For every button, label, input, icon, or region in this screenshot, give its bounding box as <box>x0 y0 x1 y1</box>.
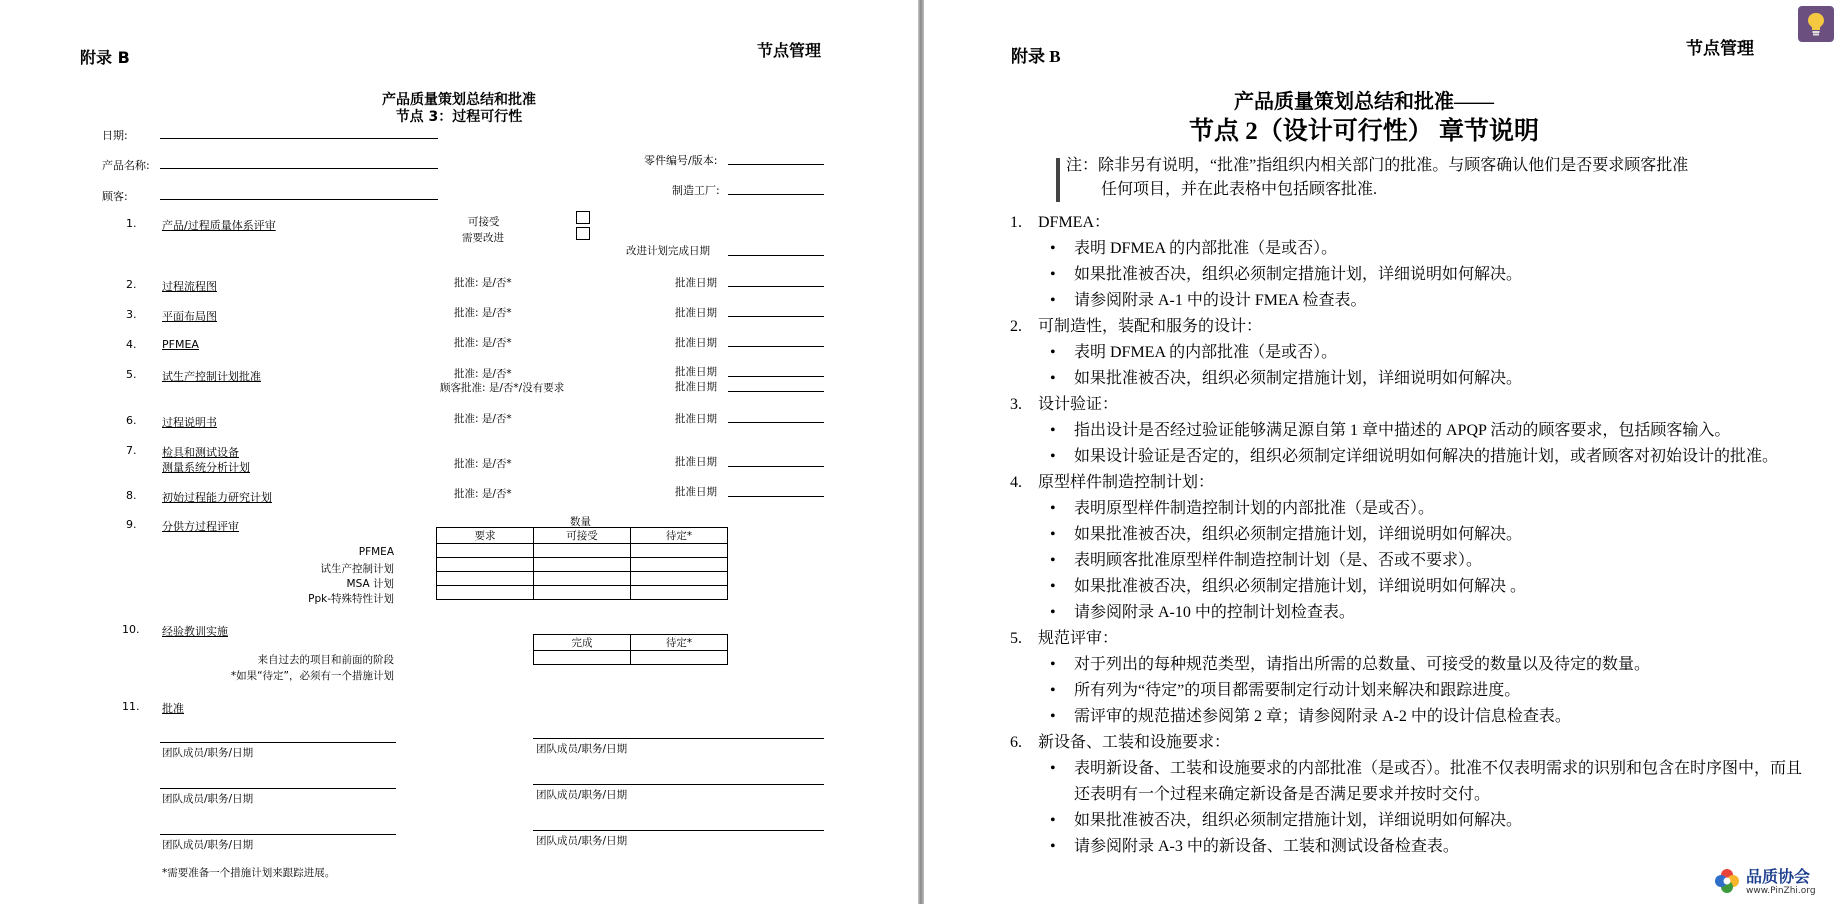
team-sig-label: 团队成员/职务/日期 <box>162 793 254 805</box>
qty-row-label: PFMEA <box>358 546 394 558</box>
bullet-item: • 表明 DFMEA 的内部批准（是或否）。 <box>1010 340 1810 366</box>
site-watermark <box>1712 862 1839 902</box>
needs-improve-label: 需要改进 <box>462 232 504 244</box>
approve-date-label: 批准日期 <box>675 366 717 378</box>
lessons-cell[interactable] <box>631 651 728 665</box>
signature-line[interactable] <box>160 788 396 789</box>
item-num: 2. <box>126 278 137 291</box>
right-document-page <box>924 0 1839 904</box>
quantity-table <box>436 527 728 600</box>
customer-line[interactable] <box>160 199 438 200</box>
approve-yn: 批准: 是/否* <box>454 458 512 470</box>
signature-line[interactable] <box>533 738 824 739</box>
qty-cell[interactable] <box>631 558 728 572</box>
product-label: 产品名称: <box>102 159 150 172</box>
item-num: 5. <box>126 368 137 381</box>
customer-label: 顾客: <box>102 190 128 203</box>
bullet-item: • 需评审的规范描述参阅第 2 章；请参阅附录 A-2 中的设计信息检查表。 <box>1010 704 1810 730</box>
approve-date-label: 批准日期 <box>675 337 717 349</box>
item-name: 批准 <box>162 702 184 715</box>
qty-header-acceptable: 可接受 <box>534 528 631 544</box>
plant-label: 制造工厂: <box>672 184 720 197</box>
team-sig-label: 团队成员/职务/日期 <box>162 839 254 851</box>
qty-cell[interactable] <box>534 586 631 600</box>
approve-date-line[interactable] <box>728 346 824 347</box>
item-name: 过程流程图 <box>162 280 217 293</box>
lessons-cell[interactable] <box>534 651 631 665</box>
improve-date-label: 改进计划完成日期 <box>626 245 710 257</box>
bullet-item: • 请参阅附录 A-3 中的新设备、工装和测试设备检查表。 <box>1010 834 1810 860</box>
lessons-header-done: 完成 <box>534 635 631 651</box>
page-title: 产品质量策划总结和批准—— <box>1234 91 1494 113</box>
item-name: 经验教训实施 <box>162 625 228 638</box>
section-title: 设计验证： <box>1038 396 1119 413</box>
qty-row-label: Ppk-特殊特性计划 <box>308 593 394 605</box>
bullet-item: • 请参阅附录 A-10 中的控制计划检查表。 <box>1010 600 1810 626</box>
qty-cell[interactable] <box>534 558 631 572</box>
improve-date-line[interactable] <box>728 255 824 256</box>
section-num: 6. <box>1010 734 1022 751</box>
approve-date-line[interactable] <box>728 466 824 467</box>
lightbulb-glyph <box>1805 11 1827 37</box>
bullet-item: • 如果批准被否决，组织必须制定措施计划，详细说明如何解决。 <box>1010 262 1810 288</box>
watermark-url[interactable]: www.PinZhi.org <box>1746 886 1816 896</box>
bullet-item: • 如果批准被否决，组织必须制定措施计划，详细说明如何解决 。 <box>1010 574 1810 600</box>
section-num: 5. <box>1010 630 1022 647</box>
qty-cell[interactable] <box>437 544 534 558</box>
qty-cell[interactable] <box>437 558 534 572</box>
section <box>1010 730 1810 860</box>
bullet-item: • 如果设计验证是否定的，组织必须制定详细说明如何解决的措施计划，或者顾客对初始设计的批准。 <box>1010 444 1810 470</box>
team-sig-label: 团队成员/职务/日期 <box>536 743 628 755</box>
approve-date-label: 批准日期 <box>675 381 717 393</box>
bullet-item: • 对于列出的每种规范类型，请指出所需的总数量、可接受的数量以及待定的数量。 <box>1010 652 1810 678</box>
qty-header-required: 要求 <box>437 528 534 544</box>
item-name: 分供方过程评审 <box>162 520 239 533</box>
signature-line[interactable] <box>160 834 396 835</box>
approve-date-label: 批准日期 <box>675 307 717 319</box>
appendix-label: 附录 B <box>80 48 130 67</box>
team-sig-label: 团队成员/职务/日期 <box>536 789 628 801</box>
item-name: 初始过程能力研究计划 <box>162 491 272 504</box>
note-block <box>1066 154 1806 202</box>
section-num: 3. <box>1010 396 1022 413</box>
appendix-label: 附录 B <box>1011 47 1061 66</box>
qty-cell[interactable] <box>534 572 631 586</box>
approve-date-line[interactable] <box>728 422 824 423</box>
date-label: 日期: <box>102 129 128 142</box>
signature-line[interactable] <box>160 742 396 743</box>
approve-date-line[interactable] <box>728 286 824 287</box>
section <box>1010 314 1810 392</box>
approve-date-label: 批准日期 <box>675 277 717 289</box>
section-mgmt-label: 节点管理 <box>757 41 822 60</box>
item-num: 7. <box>126 444 137 457</box>
qty-row-label: 试生产控制计划 <box>320 563 394 575</box>
bullet-item: • 如果批准被否决，组织必须制定措施计划，详细说明如何解决。 <box>1010 808 1810 834</box>
approve-yn: 批准: 是/否* <box>454 488 512 500</box>
team-sig-label: 团队成员/职务/日期 <box>536 835 628 847</box>
date-line[interactable] <box>160 138 438 139</box>
bullet-item: • 请参阅附录 A-1 中的设计 FMEA 检查表。 <box>1010 288 1810 314</box>
section-title: 规范评审： <box>1038 630 1119 647</box>
item-name: 检具和测试设备 <box>162 446 239 459</box>
qty-cell[interactable] <box>631 586 728 600</box>
item-name: 过程说明书 <box>162 416 217 429</box>
approve-yn: 批准: 是/否* <box>454 368 512 380</box>
section-title: 原型样件制造控制计划： <box>1038 474 1215 491</box>
flower-logo-icon <box>1712 866 1742 896</box>
acceptable-label: 可接受 <box>468 216 500 228</box>
lessons-header-pending: 待定* <box>631 635 728 651</box>
bullet-item: • 表明 DFMEA 的内部批准（是或否）。 <box>1010 236 1810 262</box>
form-title: 产品质量策划总结和批准 <box>382 92 536 108</box>
quantity-label: 数量 <box>570 516 591 528</box>
approve-yn: 批准: 是/否* <box>454 337 512 349</box>
approve-yn: 批准: 是/否* <box>454 307 512 319</box>
item-num: 6. <box>126 414 137 427</box>
section <box>1010 392 1810 470</box>
lessons-table <box>533 634 728 665</box>
note-bar <box>1056 158 1060 202</box>
item-num: 8. <box>126 489 137 502</box>
section-num: 2. <box>1010 318 1022 335</box>
needs-improve-checkbox[interactable] <box>576 227 590 240</box>
item-name: 试生产控制计划批准 <box>162 370 261 383</box>
qty-row-label: MSA 计划 <box>346 578 394 590</box>
note-line: 任何项目，并在此表格中包括顾客批准. <box>1101 181 1378 198</box>
sections-list <box>1010 210 1810 860</box>
lightbulb-icon[interactable] <box>1798 6 1834 42</box>
left-document-page <box>0 0 918 904</box>
section-title: 可制造性，装配和服务的设计： <box>1038 318 1263 335</box>
approve-date-line[interactable] <box>728 316 824 317</box>
section <box>1010 470 1810 626</box>
qty-cell[interactable] <box>437 586 534 600</box>
part-label: 零件编号/版本: <box>644 154 718 167</box>
item-num: 4. <box>126 338 137 351</box>
form-subtitle: 节点 3：过程可行性 <box>395 109 523 125</box>
bullet-item: • 表明新设备、工装和设施要求的内部批准（是或否）。批准不仅表明需求的识别和包含在时序图中，而且还表明有一个过程来确定新设备是否满足要求并按时交付。 <box>1010 756 1810 808</box>
qty-cell[interactable] <box>437 572 534 586</box>
approve-date-label: 批准日期 <box>675 486 717 498</box>
item-name: 平面布局图 <box>162 310 217 323</box>
approve-yn: 批准: 是/否* <box>454 413 512 425</box>
customer-approve: 顾客批准: 是/否*/没有要求 <box>440 382 565 394</box>
bullet-item: • 表明原型样件制造控制计划的内部批准（是或否）。 <box>1010 496 1810 522</box>
item-num: 10. <box>122 623 140 636</box>
item-num: 9. <box>126 518 137 531</box>
section-title: 新设备、工装和设施要求： <box>1038 734 1231 751</box>
section <box>1010 210 1810 314</box>
approve-date-line[interactable] <box>728 391 824 392</box>
lessons-note: 来自过去的项目和前面的阶段 <box>257 654 394 666</box>
part-line[interactable] <box>728 164 824 165</box>
approve-date-line[interactable] <box>728 376 824 377</box>
product-line[interactable] <box>160 168 438 169</box>
section-num: 4. <box>1010 474 1022 491</box>
item-name: 产品/过程质量体系评审 <box>162 219 276 232</box>
approve-date-label: 批准日期 <box>675 413 717 425</box>
approve-date-line[interactable] <box>728 496 824 497</box>
bullet-item: • 所有列为“待定”的项目都需要制定行动计划来解决和跟踪进度。 <box>1010 678 1810 704</box>
bullet-item: • 表明顾客批准原型样件制造控制计划（是、否或不要求）。 <box>1010 548 1810 574</box>
watermark-brand: 品质协会 <box>1746 867 1811 886</box>
plant-line[interactable] <box>728 194 824 195</box>
note-line: 注：除非另有说明，“批准”指组织内相关部门的批准。与顾客确认他们是否要求顾客批准 <box>1066 157 1689 174</box>
item-num: 11. <box>122 700 140 713</box>
signature-line[interactable] <box>533 784 824 785</box>
item-name-2: 测量系统分析计划 <box>162 461 250 474</box>
bullet-item: • 指出设计是否经过验证能够满足源自第 1 章中描述的 APQP 活动的顾客要求，包括顾客输入。 <box>1010 418 1810 444</box>
qty-header-pending: 待定* <box>631 528 728 544</box>
bullet-item: • 如果批准被否决，组织必须制定措施计划，详细说明如何解决。 <box>1010 522 1810 548</box>
footnote: *需要准备一个措施计划来跟踪进展。 <box>162 867 336 879</box>
qty-cell[interactable] <box>534 544 631 558</box>
acceptable-checkbox[interactable] <box>576 211 590 224</box>
section-mgmt-label: 节点管理 <box>1686 39 1754 58</box>
item-num: 1. <box>126 217 137 230</box>
section-title: DFMEA： <box>1038 214 1111 231</box>
team-sig-label: 团队成员/职务/日期 <box>162 747 254 759</box>
approve-date-label: 批准日期 <box>675 456 717 468</box>
section <box>1010 626 1810 730</box>
approve-yn: 批准: 是/否* <box>454 277 512 289</box>
lessons-note: *如果“待定”，必须有一个措施计划 <box>230 670 394 682</box>
signature-line[interactable] <box>533 830 824 831</box>
qty-cell[interactable] <box>631 544 728 558</box>
qty-cell[interactable] <box>631 572 728 586</box>
page-subtitle: 节点 2（设计可行性） 章节说明 <box>1188 118 1539 145</box>
section-num: 1. <box>1010 214 1022 231</box>
bullet-item: • 如果批准被否决，组织必须制定措施计划，详细说明如何解决。 <box>1010 366 1810 392</box>
item-num: 3. <box>126 308 137 321</box>
item-name: PFMEA <box>162 338 199 351</box>
